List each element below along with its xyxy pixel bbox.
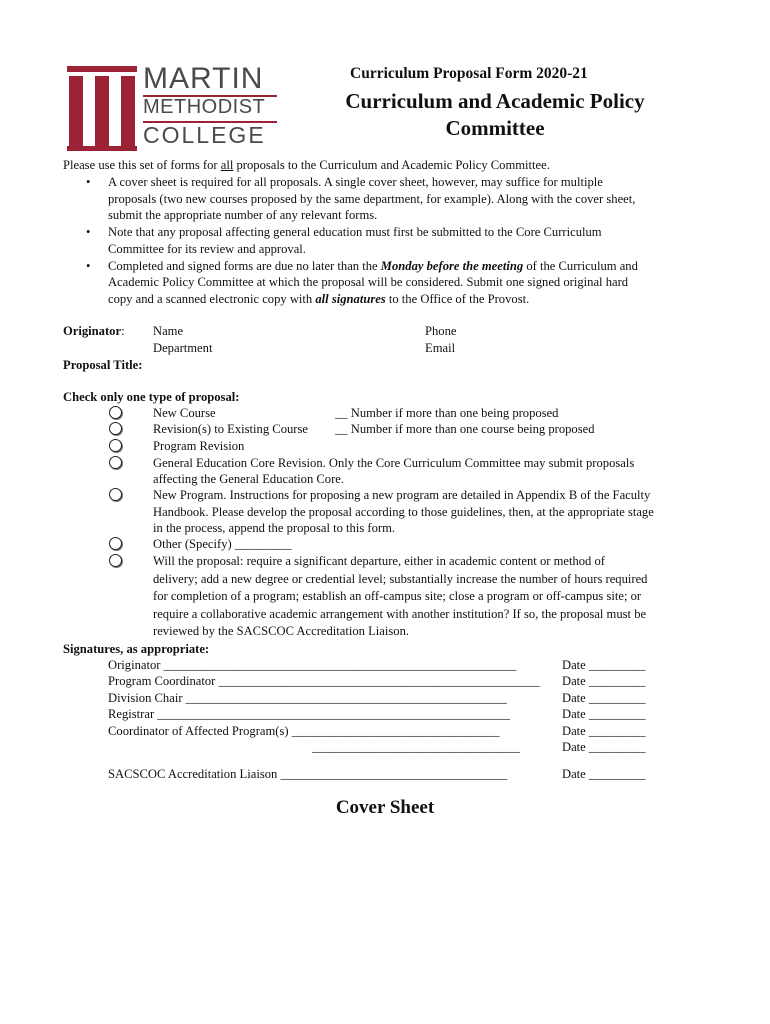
bullet-deadline: • Completed and signed forms are due no later than the Monday before the meeting of the Curriculum and — [108, 258, 638, 275]
revision-number[interactable]: __ Number if more than one course being proposed — [335, 422, 595, 436]
originator-label: Originator: — [63, 324, 125, 338]
intro-paragraph: Please use this set of forms for all proposals to the Curriculum and Academic Policy Committee. — [63, 158, 550, 172]
signature-registrar[interactable]: Registrar ________________________________________________________ — [108, 707, 510, 721]
option-gen-ed: General Education Core Revision. Only the Core Curriculum Committee may submit proposals — [153, 456, 635, 470]
radio-program-revision[interactable] — [109, 439, 122, 452]
signature-affected-program-2[interactable]: _________________________________ — [312, 740, 520, 754]
date-sacscoc-liaison[interactable]: Date _________ — [562, 767, 646, 781]
proposal-title-field[interactable]: Proposal Title: — [63, 358, 143, 372]
proposal-type-heading: Check only one type of proposal: — [63, 390, 240, 404]
bullet-cover-sheet: • A cover sheet is required for all proposals. A single cover sheet, however, may suffice for multiple — [108, 174, 603, 191]
option-program-revision: Program Revision — [153, 439, 245, 453]
date-division-chair[interactable]: Date _________ — [562, 691, 646, 705]
new-course-number[interactable]: __ Number if more than one being proposed — [335, 406, 559, 420]
radio-new-program[interactable] — [109, 488, 122, 501]
option-new-course: New Course — [153, 406, 216, 420]
signature-affected-program[interactable]: Coordinator of Affected Program(s) _________________________________ — [108, 724, 500, 738]
option-new-program: New Program. Instructions for proposing a new program are detailed in Appendix B of the Faculty — [153, 488, 651, 502]
date-program-coordinator[interactable]: Date _________ — [562, 674, 646, 688]
radio-new-course[interactable] — [109, 406, 122, 419]
radio-gen-ed[interactable] — [109, 456, 122, 469]
phone-field[interactable]: Phone — [425, 324, 457, 338]
cover-sheet-title: Cover Sheet — [335, 797, 435, 818]
date-affected-program-2[interactable]: Date _________ — [562, 740, 646, 754]
date-registrar[interactable]: Date _________ — [562, 707, 646, 721]
option-revision: Revision(s) to Existing Course — [153, 422, 308, 436]
name-field[interactable]: Name — [153, 324, 184, 338]
signature-originator[interactable]: Originator ________________________________________________________ — [108, 658, 517, 672]
bullet-general-education: • Note that any proposal affecting general education must first be submitted to the Core Curriculum — [108, 224, 602, 241]
form-title: Curriculum Proposal Form 2020-21 — [350, 65, 588, 82]
department-field[interactable]: Department — [153, 341, 213, 355]
email-field[interactable]: Email — [425, 341, 456, 355]
signature-sacscoc-liaison[interactable]: SACSCOC Accreditation Liaison ____________________________________ — [108, 767, 508, 781]
date-originator[interactable]: Date _________ — [562, 658, 646, 672]
option-other[interactable]: Other (Specify) _________ — [153, 537, 292, 551]
signature-program-coordinator[interactable]: Program Coordinator ___________________________________________________ — [108, 674, 540, 688]
date-affected-program[interactable]: Date _________ — [562, 724, 646, 738]
signature-division-chair[interactable]: Division Chair ___________________________________________________ — [108, 691, 507, 705]
signatures-heading: Signatures, as appropriate: — [63, 642, 210, 656]
radio-revision[interactable] — [109, 422, 122, 435]
radio-will-proposal[interactable] — [109, 554, 122, 567]
radio-other[interactable] — [109, 537, 122, 550]
college-logo: MARTIN METHODIST COLLEGE — [67, 64, 279, 152]
option-will-proposal: Will the proposal: require a significant departure, either in academic content or method of — [153, 554, 605, 568]
committee-title: Curriculum and Academic Policy Committee — [345, 89, 645, 140]
